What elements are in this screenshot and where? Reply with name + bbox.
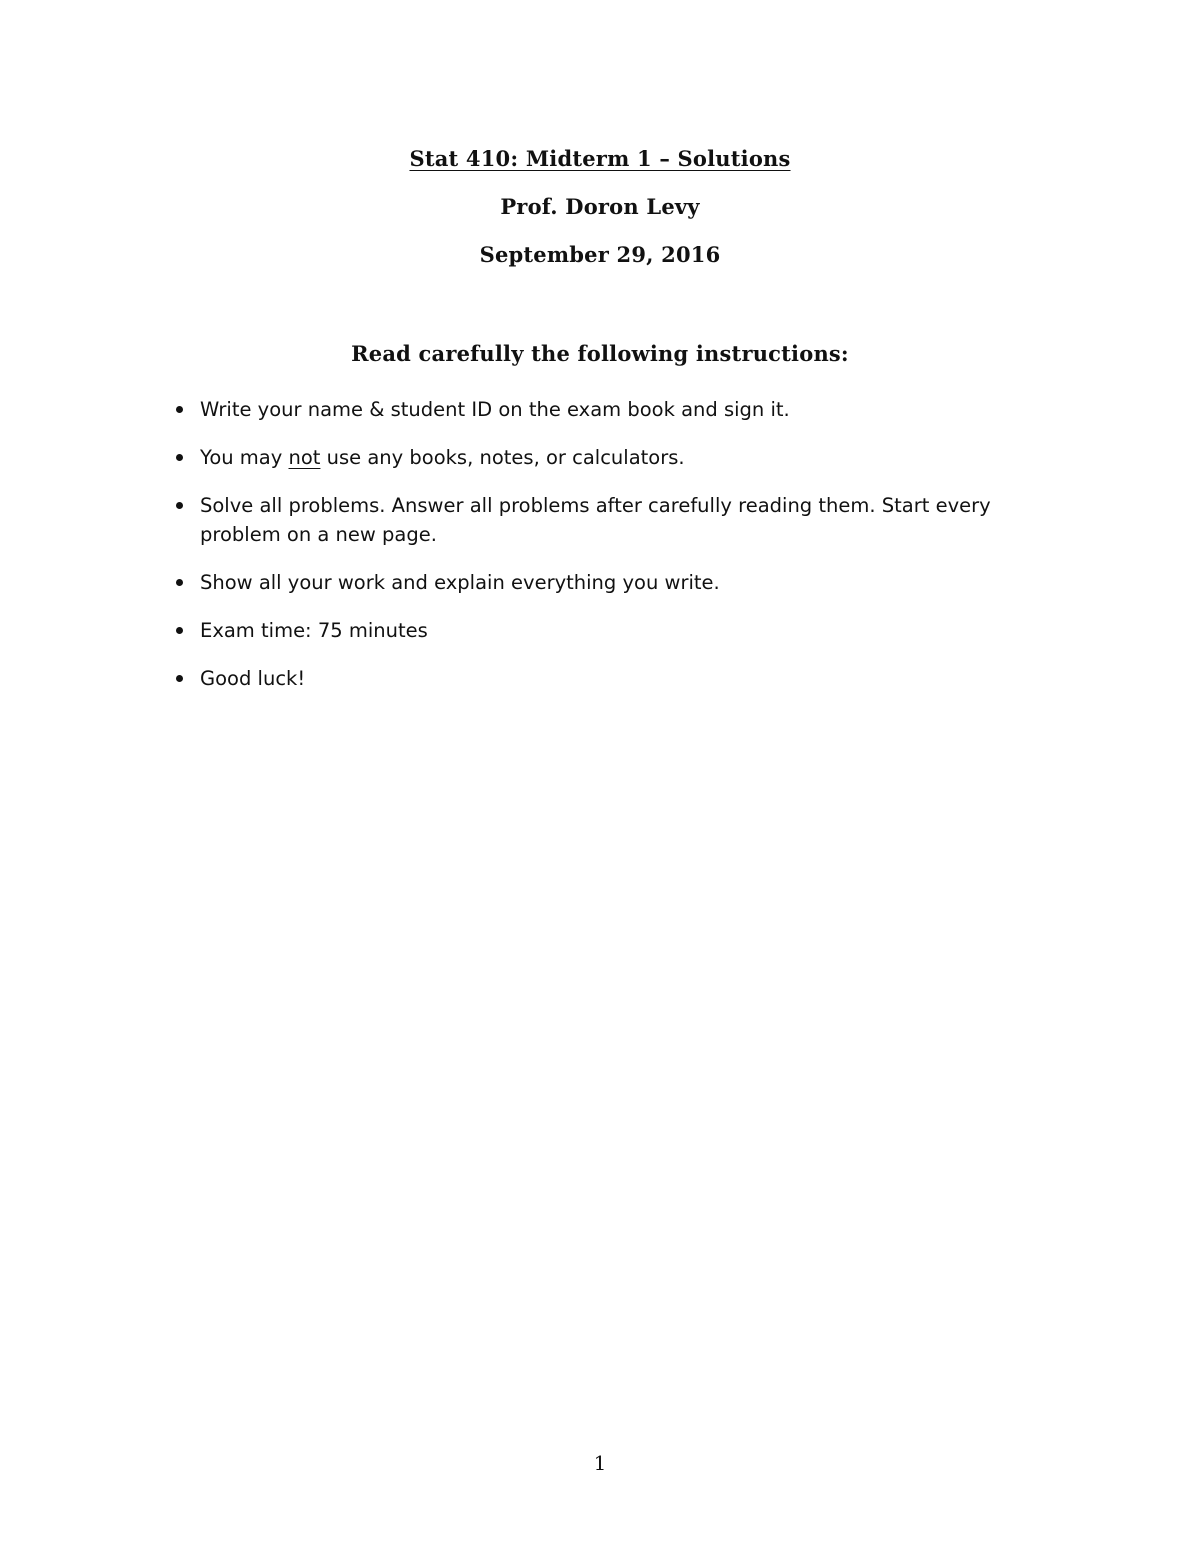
list-item: [176, 443, 1036, 472]
author-line: Prof. Doron Levy: [500, 194, 700, 219]
document-title-text: Stat 410: Midterm 1 – Solutions: [409, 146, 791, 171]
page-number: 1: [593, 1451, 607, 1475]
list-item: [176, 664, 1036, 693]
instructions-list: [176, 395, 1036, 712]
list-item: [176, 395, 1036, 424]
instruction-text: Show all your work and explain everything you write.: [200, 571, 720, 594]
list-item: [176, 491, 1036, 549]
date-line: September 29, 2016: [479, 242, 721, 267]
instruction-emphasis: not: [288, 446, 321, 469]
list-item: [176, 568, 1036, 597]
bullet-icon: [176, 579, 183, 586]
instruction-text-after: use any books, notes, or calculators.: [320, 446, 685, 469]
bullet-icon: [176, 502, 183, 509]
instruction-text-before: You may: [200, 446, 289, 469]
list-item: [176, 616, 1036, 645]
instruction-text: Exam time: 75 minutes: [200, 619, 428, 642]
instruction-text: Good luck!: [200, 667, 306, 690]
instruction-text: Write your name & student ID on the exam book and sign it.: [200, 398, 790, 421]
document-title: [0, 146, 1200, 171]
instruction-text: Solve all problems. Answer all problems after carefully reading them. Start every problem on a new page.: [200, 494, 991, 546]
bullet-icon: [176, 406, 183, 413]
bullet-icon: [176, 675, 183, 682]
instructions-heading: Read carefully the following instructions:: [351, 341, 849, 366]
bullet-icon: [176, 627, 183, 634]
bullet-icon: [176, 454, 183, 461]
